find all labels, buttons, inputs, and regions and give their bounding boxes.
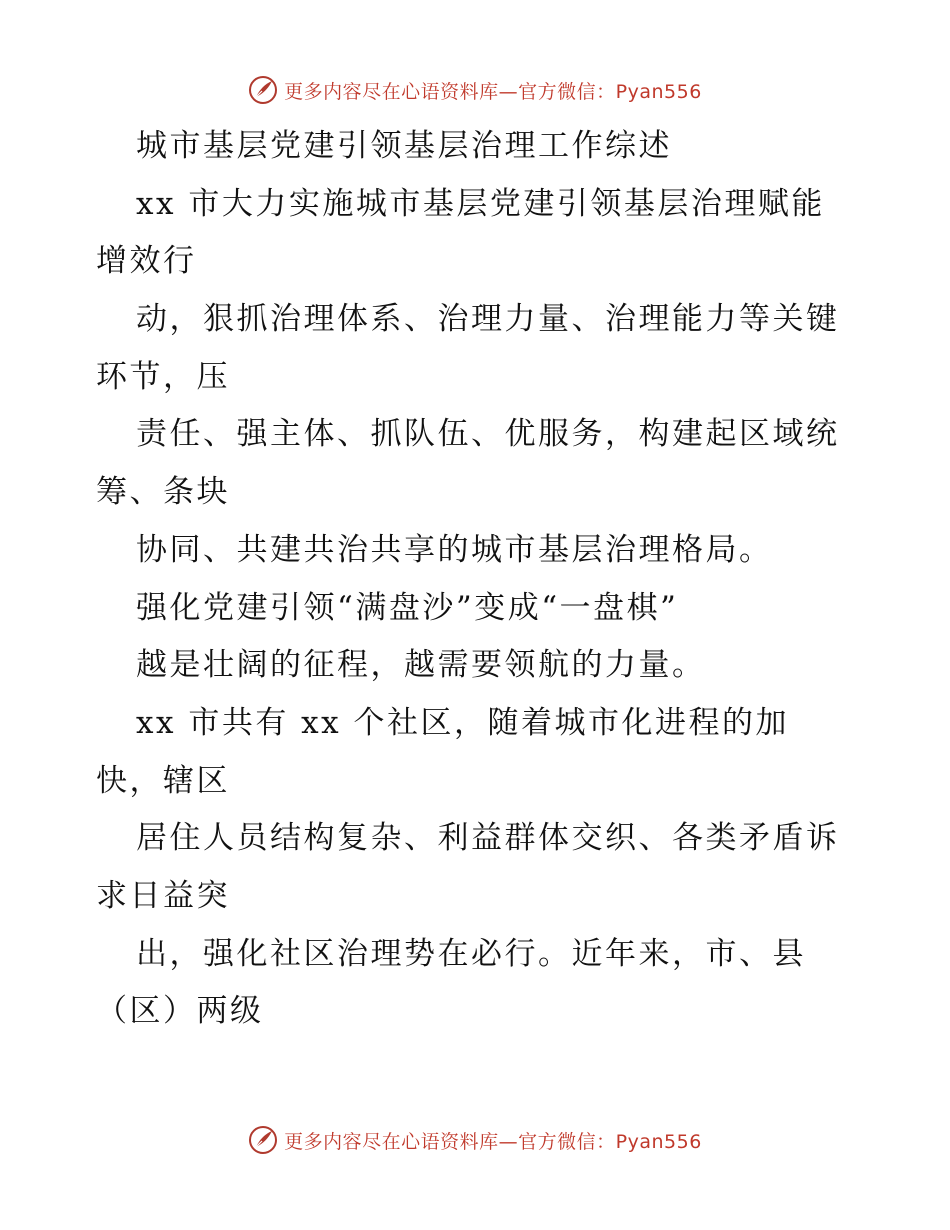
feather-pen-logo-icon [248, 1125, 278, 1155]
document-line: 环节，压 [96, 358, 230, 395]
document-line: 城市基层党建引领基层治理工作综述 [136, 128, 672, 164]
document-line: 快，辖区 [96, 762, 230, 799]
feather-pen-logo-icon [248, 75, 278, 105]
document-line: 强化党建引领“满盘沙”变成“一盘棋” [136, 589, 679, 626]
document-line: （区）两级 [96, 993, 264, 1030]
document-line: xx 市大力实施城市基层党建引领基层治理赋能 [136, 185, 825, 222]
header-banner [0, 70, 950, 110]
document-line: 出，强化社区治理势在必行。近年来，市、县 [136, 935, 806, 972]
document-line: 增效行 [96, 243, 197, 280]
footer-banner-text: 更多内容尽在心语资料库—官方微信：Pyan556 [284, 1130, 702, 1153]
document-line: 求日益突 [96, 877, 230, 914]
document-line: 责任、强主体、抓队伍、优服务，构建起区域统 [136, 416, 840, 453]
document-body [96, 118, 866, 1041]
footer-banner [0, 1120, 950, 1160]
document-line: 动，狠抓治理体系、治理力量、治理能力等关键 [136, 301, 840, 338]
document-line: 居住人员结构复杂、利益群体交织、各类矛盾诉 [136, 820, 840, 857]
document-line: 协同、共建共治共享的城市基层治理格局。 [136, 531, 773, 568]
document-line: 筹、条块 [96, 474, 230, 511]
document-line: xx 市共有 xx 个社区，随着城市化进程的加 [136, 704, 789, 741]
document-line: 越是壮阔的征程，越需要领航的力量。 [136, 647, 706, 684]
header-banner-text: 更多内容尽在心语资料库—官方微信：Pyan556 [284, 80, 702, 103]
